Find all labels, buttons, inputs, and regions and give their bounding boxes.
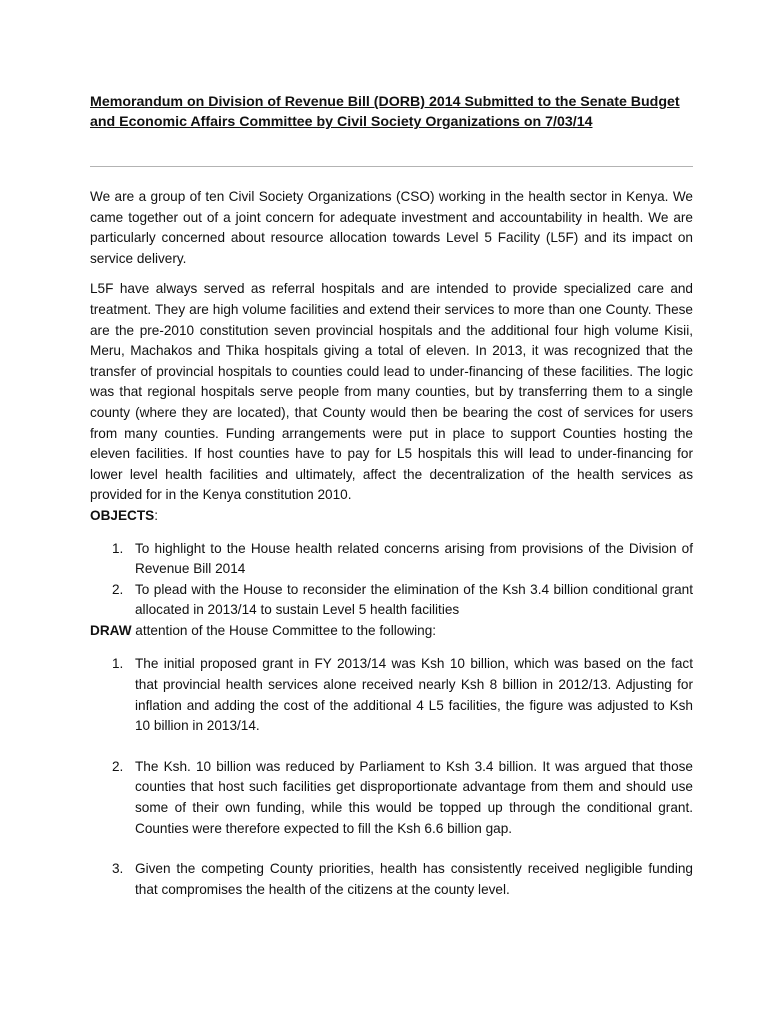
list-item-text: Given the competing County priorities, health has consistently received negligible funding that compromises the health of the citizens at the county level. — [135, 861, 693, 897]
objects-list — [90, 539, 693, 621]
draw-attention-line — [90, 621, 693, 642]
l5f-paragraph-text: L5F have always served as referral hospitals and are intended to provide specialized care and treatment. They are high volume facilities and extend their services to more than one County. These are the pre-2010 constitution seven provincial hospitals and the additional four high volume Kisii, Meru, Machakos and Thika hospitals giving a total of eleven. In 2013, it was recognized that the transfer of provincial hospitals to counties could lead to under-financing of these facilities. The logic was that regional hospitals serve people from many counties, but by transferring them to a single county (where they are located), that County would then be bearing the cost of services for users from many counties. Funding arrangements were put in place to support Counties hosting the eleven facilities. If host counties have to pay for L5 hospitals this will lead to under-financing for lower level health facilities and ultimately, affect the decentralization of the health services as provided for in the Kenya constitution 2010. — [90, 281, 693, 503]
list-item-number: 2. — [112, 758, 124, 774]
list-item — [90, 539, 693, 580]
list-item — [90, 859, 693, 900]
document-title: Memorandum on Division of Revenue Bill (DORB) 2014 Submitted to the Senate Budget and Economic Affairs Committee by Civil Society Organizations on 7/03/14 — [90, 94, 680, 130]
draw-attention-list — [90, 654, 693, 900]
objects-heading: OBJECTS — [90, 507, 155, 523]
list-item-number: 1. — [112, 656, 124, 672]
list-item-number: 3. — [112, 861, 124, 877]
list-item — [90, 580, 693, 621]
l5f-paragraph — [90, 279, 693, 526]
document-page — [90, 92, 693, 920]
intro-paragraph: We are a group of ten Civil Society Organizations (CSO) working in the health sector in Kenya. We came together out of a joint concern for adequate investment and accountability in health. We are particularly concerned about resource allocation towards Level 5 Facility (L5F) and its impact on service delivery. — [90, 189, 693, 266]
title-divider — [90, 166, 693, 167]
list-item-text: To plead with the House to reconsider the elimination of the Ksh 3.4 billion conditional grant allocated in 2013/14 to sustain Level 5 health facilities — [135, 581, 693, 618]
list-item-text: The Ksh. 10 billion was reduced by Parliament to Ksh 3.4 billion. It was argued that those counties that host such facilities get disproportionate advantage from them and should use some of their own funding, while this would be topped up through the conditional grant. Counties were therefore expected to fill the Ksh 6.6 billion gap. — [135, 758, 693, 836]
list-item-number: 2. — [112, 581, 124, 597]
list-item — [90, 654, 693, 736]
draw-heading: DRAW — [90, 622, 132, 638]
list-item-text: The initial proposed grant in FY 2013/14 was Ksh 10 billion, which was based on the fact that provincial health services alone received nearly Ksh 8 billion in 2012/13. Adjusting for inflation and adding the cost of the additional 4 L5 facilities, the figure was adjusted to Ksh 10 billion in 2013/14. — [135, 656, 693, 734]
list-item-text: To highlight to the House health related concerns arising from provisions of the Division of Revenue Bill 2014 — [135, 540, 693, 577]
objects-heading-colon: : — [154, 507, 158, 523]
draw-heading-rest: attention of the House Committee to the following: — [131, 622, 437, 638]
list-item — [90, 757, 693, 839]
list-item-number: 1. — [112, 540, 124, 556]
